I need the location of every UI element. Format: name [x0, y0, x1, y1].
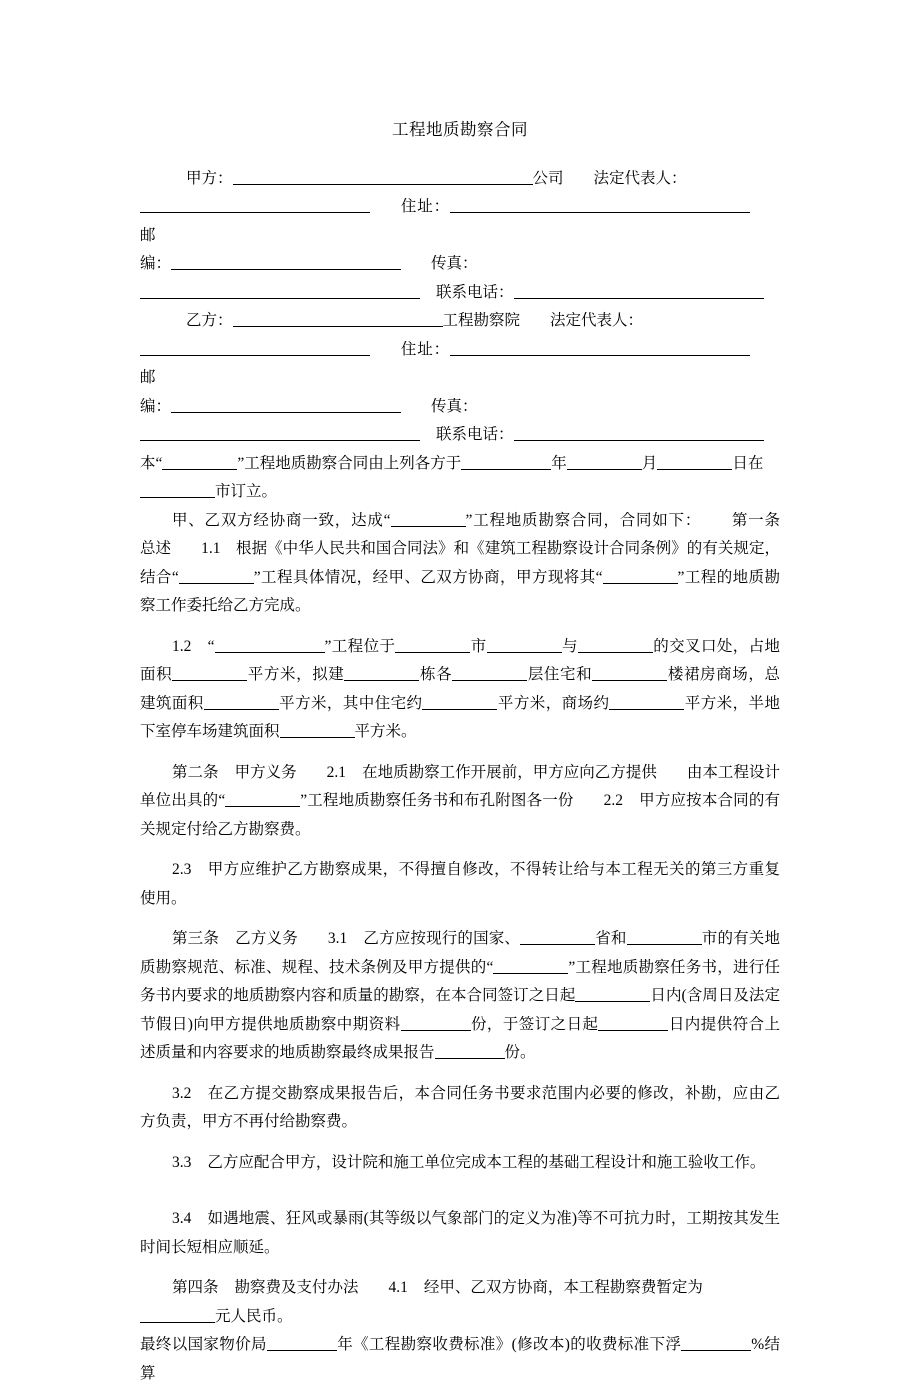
party-a-fax-blank[interactable]: [140, 283, 420, 299]
clause-1-2-total-area-blank[interactable]: [204, 694, 279, 710]
clause-1-2-floors-blank[interactable]: [452, 665, 527, 681]
clause-3-1-city-blank[interactable]: [627, 929, 702, 945]
agreement-project-blank[interactable]: [391, 511, 466, 527]
party-b-phone-label: 联系电话：: [436, 426, 514, 444]
clause-1-2-mall-area-blank[interactable]: [609, 694, 684, 710]
clause-3-1-days1-blank[interactable]: [575, 986, 650, 1002]
preamble-month-label: 月: [641, 454, 658, 472]
clause-3-1-province-blank[interactable]: [520, 929, 595, 945]
party-a-block: 甲方： 公司 法定代表人： 住址：邮 编： 传真： 联系电话：: [140, 165, 780, 308]
clause-1-2-city-blank[interactable]: [395, 637, 470, 653]
party-a-legal-rep-blank[interactable]: [140, 197, 370, 213]
party-b-block: 乙方： 工程勘察院 法定代表人： 住址：邮 编： 传真： 联系电话：: [140, 307, 780, 450]
clause-3-1-project-blank[interactable]: [493, 958, 568, 974]
party-b-legal-rep-blank[interactable]: [140, 340, 370, 356]
clause-3-paragraph: 第三条 乙方义务 3.1 乙方应按现行的国家、 省和 市的有关地质勘察规范、标准、规程、技术条例及甲方提供的“ ”工程地质勘察任务书，进行任务书内要求的地质勘察内容和质量的勘察，在本合同签订之日起 日内(含周日及法定节假日)向甲方提供地质勘察中期资料 份，于签订之日起 日内提供符合上述质量和内容要求的地质勘察最终成果报告 份。: [140, 930, 780, 1062]
clause-1-2-road1-blank[interactable]: [487, 637, 562, 653]
party-b-legal-rep-label: 法定代表人：: [550, 312, 644, 330]
clause-1-1-blank-2[interactable]: [603, 568, 678, 584]
party-a-fax-label: 传真：: [431, 255, 478, 273]
clause-2-3-paragraph: 2.3 甲方应维护乙方勘察成果，不得擅自修改，不得转让给与本工程无关的第三方重复使用。: [140, 861, 780, 907]
clause-3-2-paragraph: 3.2 在乙方提交勘察成果报告后，本合同任务书要求范围内必要的修改，补勘，应由乙方负责，甲方不再付给勘察费。: [140, 1084, 780, 1131]
city-blank[interactable]: [140, 482, 215, 498]
party-b-address-label: 住址：: [400, 340, 450, 358]
clause-1-2-road2-blank[interactable]: [578, 637, 653, 653]
page-title: 工程地质勘察合同: [392, 120, 528, 139]
clause-4-paragraph: 第四条 勘察费及支付办法 4.1 经甲、乙双方协商，本工程勘察费暂定为 元人民币。: [140, 1274, 780, 1331]
preamble-day-label: 日在: [732, 454, 764, 472]
project-name-blank[interactable]: [162, 454, 237, 470]
preamble-paragraph: [140, 450, 780, 507]
party-b-suffix: 工程勘察院: [442, 312, 521, 330]
clause-4-1-amount-blank[interactable]: [140, 1307, 215, 1323]
clause-1-2-podium-blank[interactable]: [592, 665, 667, 681]
clause-1-2-paragraph: 1.2 “ ”工程位于 市 与 的交叉口处，占地面积 平方米，拟建 栋各 层住宅和 楼裙房商场，总建筑面积 平方米，其中住宅约 平方米，商场约 平方米，半地下室停车场建筑面积 平方米。: [140, 637, 780, 741]
clause-1-2-area-blank[interactable]: [172, 665, 247, 681]
clause-1-1-blank-1[interactable]: [179, 568, 254, 584]
clause-3-3-paragraph: 3.3 乙方应配合甲方，设计院和施工单位完成本工程的基础工程设计和施工验收工作。: [172, 1153, 766, 1171]
clause-1-2-buildings-blank[interactable]: [344, 665, 419, 681]
party-b-address-blank[interactable]: [450, 340, 750, 356]
party-b-label: 乙方：: [186, 312, 233, 330]
clause-4-final-paragraph: 最终以国家物价局 年《工程勘察收费标准》(修改本)的收费标准下浮 %结算: [140, 1336, 780, 1382]
party-b-name-blank[interactable]: [233, 311, 443, 327]
year-blank[interactable]: [461, 454, 551, 470]
party-a-address-label: 住址：: [400, 198, 450, 216]
clause-1-2-project-blank[interactable]: [215, 637, 325, 653]
party-b-fax-label: 传真：: [431, 397, 478, 415]
preamble-part-a: 本“: [140, 454, 163, 472]
clause-3-1-copies2-blank[interactable]: [435, 1043, 505, 1059]
clause-4-year-blank[interactable]: [267, 1335, 337, 1351]
party-a-phone-label: 联系电话：: [436, 283, 514, 301]
clause-2-1-project-blank[interactable]: [225, 791, 300, 807]
party-b-phone-blank[interactable]: [514, 425, 764, 441]
clause-1-2-resi-area-blank[interactable]: [422, 694, 497, 710]
clause-3-1-days2-blank[interactable]: [598, 1015, 668, 1031]
party-a-phone-blank[interactable]: [514, 283, 764, 299]
clause-2-paragraph: 第二条 甲方义务 2.1 在地质勘察工作开展前，甲方应向乙方提供 由本工程设计单位出具的“ ”工程地质勘察任务书和布孔附图各一份 2.2 甲方应按本合同的有关规定付给乙方勘察费。: [140, 763, 780, 838]
party-a-name-blank[interactable]: [233, 169, 533, 185]
clause-3-4-paragraph: 3.4 如遇地震、狂风或暴雨(其等级以气象部门的定义为准)等不可抗力时，工期按其发生时间长短相应顺延。: [140, 1210, 780, 1256]
party-b-fax-blank[interactable]: [140, 425, 420, 441]
clause-4-discount-blank[interactable]: [681, 1335, 751, 1351]
party-b-postcode-blank[interactable]: [171, 397, 401, 413]
party-a-legal-rep-label: 法定代表人：: [593, 169, 687, 187]
month-blank[interactable]: [567, 454, 642, 470]
day-blank[interactable]: [657, 454, 732, 470]
agreement-intro-paragraph: 甲、乙双方经协商一致，达成“ ”工程地质勘察合同，合同如下： 第一条 总述 1.1 根据《中华人民共和国合同法》和《建筑工程勘察设计合同条例》的有关规定，结合“ ”工程具体情况，经甲、乙双方协商，甲方现将其“ ”工程的地质勘察工作委托给乙方完成。: [140, 511, 796, 615]
clause-3-1-copies1-blank[interactable]: [401, 1015, 471, 1031]
party-a-address-blank[interactable]: [450, 197, 750, 213]
party-a-postcode-blank[interactable]: [171, 254, 401, 270]
preamble-part-b: ”工程地质勘察合同由上列各方于: [237, 454, 462, 472]
party-a-suffix: 公司: [532, 169, 564, 187]
clause-1-2-parking-area-blank[interactable]: [280, 722, 355, 738]
preamble-year-label: 年: [551, 454, 567, 472]
party-a-label: 甲方：: [186, 169, 233, 187]
preamble-city-label: 市订立。: [215, 483, 278, 501]
